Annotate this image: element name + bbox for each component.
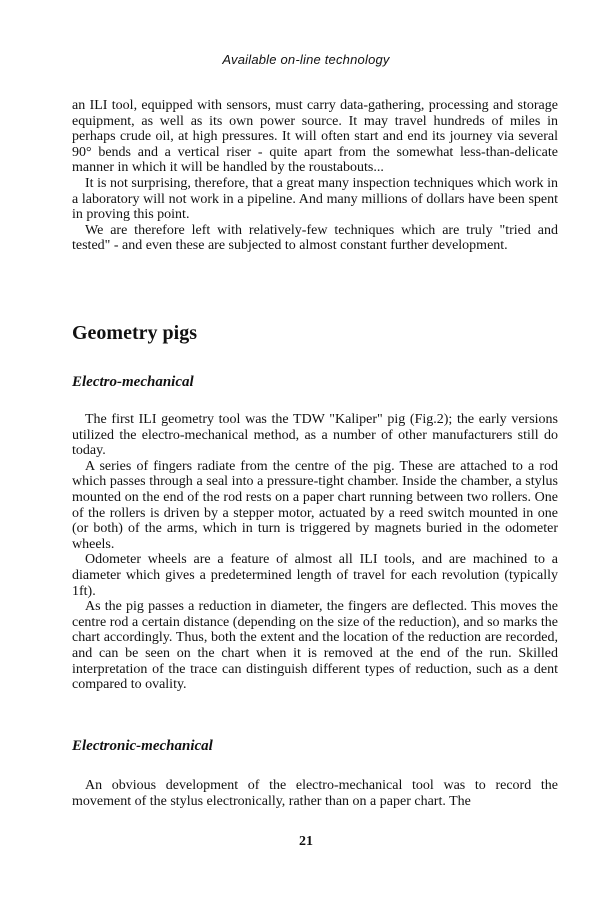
paragraph: An obvious development of the electro-mechanical tool was to record the movement of the stylus electronically, rather than on a paper chart. The [72,778,558,809]
paragraph: It is not surprising, therefore, that a great many inspection techniques which work in a laboratory will not work in a pipeline. And many millions of dollars have been spent in proving this point. [72,175,558,223]
paragraph: The first ILI geometry tool was the TDW "Kaliper" pig (Fig.2); the early versions utilized the electro-mechanical method, as a number of other manufacturers still do today. [72,412,558,459]
paragraph: A series of fingers radiate from the centre of the pig. These are attached to a rod which passes through a seal into a pressure-tight chamber. Inside the chamber, a stylus mounted on the end of the rod rests on a paper chart running between two rollers. One of the rollers is driven by a stepper motor, actuated by a reed switch mounted in one (or both) of the arms, which in turn is triggered by magnets buried in the odometer wheels. [72,458,558,552]
subsection-title-electronic-mechanical: Electronic-mechanical [72,738,213,754]
section-heading: Geometry pigs [72,322,197,344]
running-head: Available on-line technology [222,52,390,67]
subsection-title-electro-mechanical: Electro-mechanical [72,374,194,390]
paragraph: an ILI tool, equipped with sensors, must carry data-gathering, processing and storage equipment, as well as its own power source. It may travel hundreds of miles in perhaps crude oil, at high pressures. It will often start and end its journey via several 90° bends and a vertical riser - quite apart from the somewhat less-than-delicate manner in which it will be handled by the roustabouts... [72,98,558,176]
paragraph: As the pig passes a reduction in diameter, the fingers are deflected. This moves the centre rod a certain distance (depending on the size of the reduction), and so marks the chart accordingly. Thus, both the extent and the location of the reduction are recorded, and can be seen on the chart when it is removed at the end of the run. Skilled interpretation of the trace can distinguish different types of reduction, such as a dent compared to ovality. [72,599,558,693]
page-number: 21 [299,834,313,849]
paragraph: Odometer wheels are a feature of almost all ILI tools, and are machined to a diameter which gives a predetermined length of travel for each revolution (typically 1ft). [72,552,558,599]
electro-mechanical-text [72,412,558,693]
paragraph: We are therefore left with relatively-few techniques which are truly "tried and tested" - and even these are subjected to almost constant further development. [72,222,558,254]
electronic-mechanical-text [72,778,558,809]
intro-text [72,98,558,254]
